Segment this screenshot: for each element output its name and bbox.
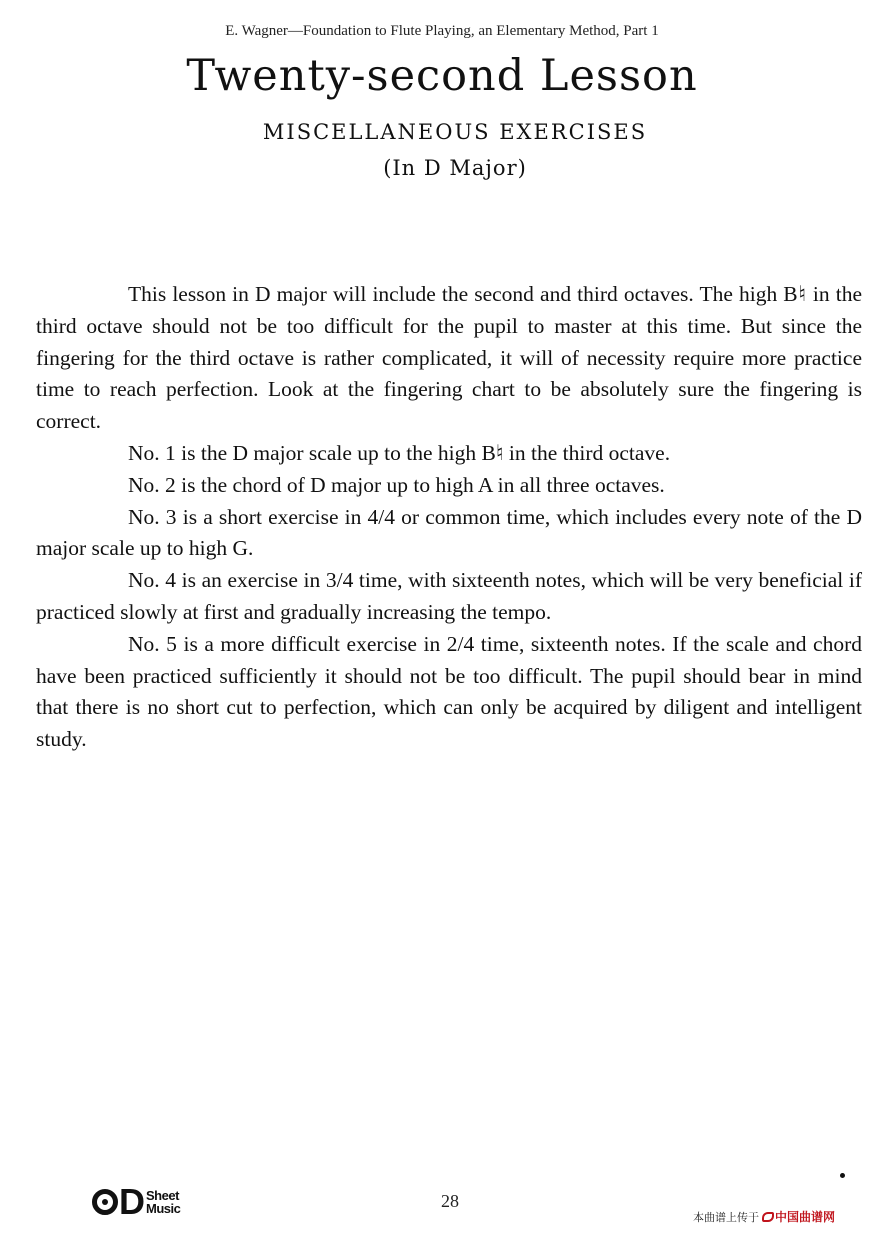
running-header: E. Wagner—Foundation to Flute Playing, an Elementary Method, Part 1 bbox=[225, 23, 659, 39]
exercise-1-paragraph: No. 1 is the D major scale up to the high B♮ in the third octave. bbox=[128, 440, 671, 465]
lesson-subtitle: MISCELLANEOUS EXERCISES bbox=[262, 120, 648, 144]
logo-word-music: Music bbox=[146, 1201, 181, 1216]
cn-score-site-icon bbox=[762, 1212, 774, 1222]
dot-mark bbox=[840, 1173, 845, 1178]
site-name[interactable]: 中国曲谱网 bbox=[775, 1210, 836, 1224]
upload-text: 本曲谱上传于 bbox=[693, 1211, 759, 1224]
exercise-4-paragraph: No. 4 is an exercise in 3/4 time, with sixteenth notes, which will be very beneficial if practiced slowly at first and gradually increasing the tempo. bbox=[36, 568, 862, 624]
exercise-3-paragraph: No. 3 is a short exercise in 4/4 or common time, which includes every note of the D major scale up to high G. bbox=[36, 504, 862, 561]
upload-credit[interactable] bbox=[693, 1208, 835, 1225]
lesson-key: (In D Major) bbox=[383, 156, 527, 180]
exercise-2-paragraph: No. 2 is the chord of D major up to high A in all three octaves. bbox=[128, 472, 665, 497]
exercise-5-paragraph: No. 5 is a more difficult exercise in 2/4 time, sixteenth notes. If the scale and chord have been practiced sufficiently it should not be too difficult. The pupil should bear in mind that there is no short cut to perfection, which can only be acquired by diligent and intelligent study. bbox=[36, 631, 862, 752]
logo-word-sheet: Sheet bbox=[146, 1188, 179, 1203]
intro-paragraph: This lesson in D major will include the second and third octaves. The high B♮ in the third octave should not be too difficult for the pupil to master at this time. But since the fingering for the third octave is rather complicated, it will of necessity require more practice time to reach perfection. Look at the fingering chart to be absolutely sure the fingering is correct. bbox=[36, 282, 862, 434]
page-number: 28 bbox=[441, 1191, 459, 1211]
logo-letter: D bbox=[119, 1181, 145, 1222]
lesson-title: Twenty-second Lesson bbox=[186, 51, 698, 101]
lesson-body bbox=[36, 279, 862, 756]
